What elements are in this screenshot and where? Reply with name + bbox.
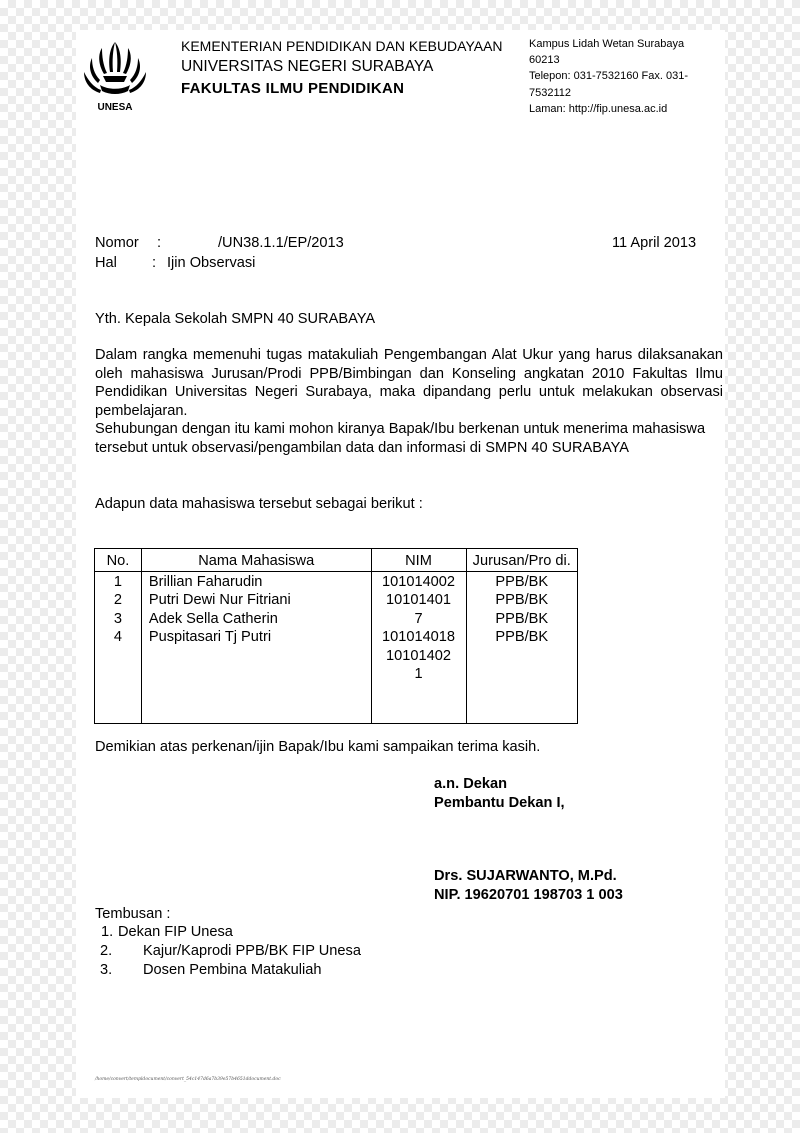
name-column — [141, 571, 371, 723]
paragraph-purpose: Dalam rangka memenuhi tugas matakuliah Pengembangan Alat Ukur yang harus dilaksanakan oleh mahasiswa Jurusan/Prodi PPB/Bimbingan dan Konseling angkatan 2010 Fakultas Ilmu Pendidikan Universitas Negeri Surabaya, maka dipandang perlu untuk melakukan observasi pembelajaran. — [95, 347, 723, 419]
contact-line: Laman: http://fip.unesa.ac.id — [529, 102, 668, 115]
signatory-nip: NIP. 19620701 198703 1 003 — [434, 887, 623, 903]
paragraph-data-intro: Adapun data mahasiswa tersebut sebagai berikut : — [95, 496, 423, 512]
hal-label: Hal — [95, 255, 117, 271]
contact-line: Telepon: 031-7532160 Fax. 031- — [529, 70, 689, 83]
table-header-row — [95, 549, 578, 572]
cell-major: PPB/BK — [495, 629, 549, 645]
cc-item-text: Dosen Pembina Matakuliah — [143, 962, 322, 978]
cell-name: Puspitasari Tj Putri — [148, 629, 272, 645]
no-column — [95, 571, 142, 723]
body-paragraphs — [95, 346, 723, 457]
header-major — [466, 549, 578, 572]
ministry-name: KEMENTERIAN PENDIDIKAN DAN KEBUDAYAAN — [181, 38, 503, 54]
cell-no: 4 — [113, 629, 122, 645]
cc-title: Tembusan : — [95, 906, 171, 922]
header-nim: NIM — [371, 549, 466, 572]
signatory-name: Drs. SUJARWANTO, M.Pd. — [434, 868, 617, 884]
cc-item-number: 1. — [101, 924, 114, 940]
header-no: No. — [95, 549, 142, 572]
cell-no: 3 — [113, 610, 122, 627]
nim-column — [371, 571, 466, 723]
logo-text: UNESA — [97, 102, 133, 113]
cell-nim: 101014002 — [381, 573, 456, 590]
cell-no: 2 — [113, 592, 122, 608]
student-table — [94, 548, 578, 724]
signature-on-behalf: a.n. Dekan — [434, 776, 507, 792]
cell-nim: 1 — [414, 666, 423, 682]
contact-line: 60213 — [529, 54, 560, 67]
header-major-text: Jurusan/Pro di. — [472, 553, 571, 569]
closing-sentence: Demikian atas perkenan/ijin Bapak/Ibu kami sampaikan terima kasih. — [95, 739, 541, 755]
paragraph-request: Sehubungan dengan itu kami mohon kiranya Bapak/Ibu berkenan untuk menerima mahasiswa tersebut untuk observasi/pengambilan data dan informasi di SMPN 40 SURABAYA — [95, 421, 706, 456]
cell-major: PPB/BK — [495, 610, 549, 627]
cc-item-text: Kajur/Kaprodi PPB/BK FIP Unesa — [143, 943, 361, 959]
cell-major: PPB/BK — [495, 592, 549, 608]
letter-date: 11 April 2013 — [612, 235, 697, 251]
table-row — [95, 571, 578, 723]
cell-nim: 10101402 — [386, 647, 451, 664]
cell-nim: 10101401 — [386, 592, 451, 608]
signature-position: Pembantu Dekan I, — [434, 795, 565, 811]
hal-separator: : — [152, 255, 157, 271]
nomor-value: /UN38.1.1/EP/2013 — [218, 235, 344, 251]
university-name: UNIVERSITAS NEGERI SURABAYA — [181, 58, 434, 75]
cell-major: PPB/BK — [495, 573, 549, 590]
major-column — [466, 571, 578, 723]
header-name: Nama Mahasiswa — [141, 549, 371, 572]
hal-value: Ijin Observasi — [167, 255, 256, 271]
cc-item-number: 3. — [100, 962, 113, 978]
cell-name: Putri Dewi Nur Fitriani — [148, 592, 291, 608]
cc-item-number: 2. — [100, 943, 113, 959]
file-path-footnote: /home/convert/templdocument/convert_54c147d6a7b39e57b4651ddocument.doc — [95, 1077, 281, 1082]
cell-name: Brillian Faharudin — [148, 573, 263, 590]
cc-item-text: Dekan FIP Unesa — [118, 924, 233, 940]
cell-nim: 101014018 — [381, 629, 456, 645]
cell-no: 1 — [113, 573, 122, 590]
unesa-logo — [80, 38, 150, 114]
nomor-label: Nomor — [95, 235, 139, 251]
cell-name: Adek Sella Catherin — [148, 610, 278, 627]
recipient: Yth. Kepala Sekolah SMPN 40 SURABAYA — [95, 311, 376, 327]
faculty-name: FAKULTAS ILMU PENDIDIKAN — [181, 80, 405, 97]
cell-nim: 7 — [414, 610, 423, 627]
contact-line: Kampus Lidah Wetan Surabaya — [529, 38, 685, 50]
nomor-separator: : — [157, 235, 162, 251]
contact-block — [529, 36, 688, 117]
contact-line: 7532112 — [529, 86, 572, 99]
